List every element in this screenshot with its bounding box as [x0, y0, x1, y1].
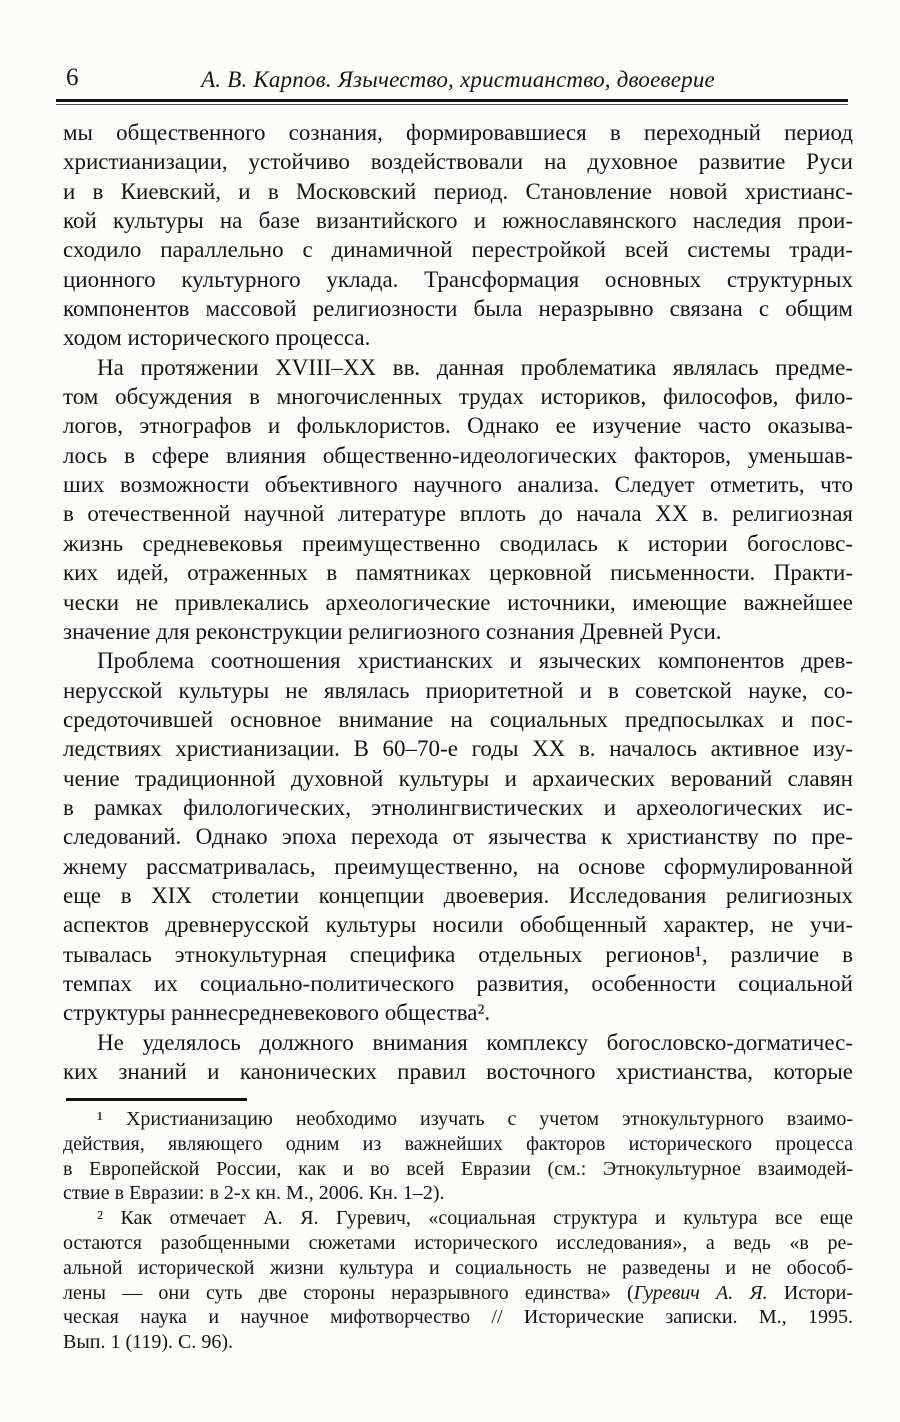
text-line: ческая наука и научное мифотворчество // Исторические записки. М., 1995.: [63, 1306, 853, 1329]
text-line: На протяжении XVIII–XX вв. данная проблематика являлась предме-: [97, 354, 853, 380]
text-line: кой культуры на базе византийского и южнославянского наследия прои-: [63, 208, 853, 234]
text-line: логов, этнографов и фольклористов. Однако ее изучение часто оказыва-: [63, 413, 853, 439]
text-line: чение традиционной духовной культуры и архаических верований славян: [63, 765, 853, 791]
text-line: ходом исторического процесса.: [63, 325, 371, 351]
text-line: лены — они суть две стороны неразрывного единства» (Гуревич А. Я. Истори-: [63, 1281, 853, 1304]
text-line: христианизации, устойчиво воздействовали на духовное развитие Руси: [63, 149, 853, 175]
footnotes: [63, 1107, 853, 1355]
text-line: лось в сфере влияния общественно-идеологических факторов, уменьшав-: [63, 442, 853, 468]
body-text: [63, 118, 853, 1086]
text-line: в рамках филологических, этнолингвистических и археологических ис-: [63, 794, 853, 820]
paragraph-continuation: [63, 118, 853, 353]
text-line: ких идей, отраженных в памятниках церковной письменности. Практи-: [63, 560, 853, 586]
header-rule: [56, 99, 848, 105]
text-line: средоточившей основное внимание на социальных предпосылках и пос-: [63, 706, 853, 732]
text-line: структуры раннесредневекового общества².: [63, 1000, 491, 1026]
text-line: том обсуждения в многочисленных трудах историков, философов, фило-: [63, 384, 853, 410]
text-line: еще в XIX столетии концепции двоеверия. Исследования религиозных: [63, 882, 853, 908]
text-line: компонентов массовой религиозности была неразрывно связана с общим: [63, 296, 853, 322]
text-line: ционного культурного уклада. Трансформация основных структурных: [63, 266, 853, 292]
text-line: сходило параллельно с динамичной перестройкой всей системы тради-: [63, 237, 853, 263]
text-line: Вып. 1 (119). С. 96).: [63, 1331, 234, 1354]
text-line: и в Киевский, и в Московский период. Становление новой христианс-: [63, 178, 853, 204]
text-line: тывалась этнокультурная специфика отдельных регионов¹, различие в: [63, 941, 853, 967]
text-line: ² Как отмечает А. Я. Гуревич, «социальная структура и культура все еще: [97, 1207, 853, 1230]
text-line: Не уделялось должного внимания комплексу богословско-догматичес-: [97, 1029, 853, 1055]
text-line: значение для реконструкции религиозного сознания Древней Руси.: [63, 618, 722, 644]
text-line: в Европейской России, как и во всей Евразии (см.: Этнокультурное взаимодей-: [63, 1157, 853, 1180]
page-number: 6: [66, 64, 79, 91]
text-line: ¹ Христианизацию необходимо изучать с учетом этнокультурного взаимо-: [97, 1108, 853, 1130]
text-line: ких знаний и канонических правил восточного христианства, которые: [63, 1059, 853, 1084]
footnote-1: [63, 1107, 853, 1206]
paragraph-soviet-science: [63, 646, 853, 1027]
text-line: следований. Однако эпоха перехода от язычества к христианству по пре-: [63, 824, 853, 850]
text-line: в отечественной научной литературе вплоть до начала XX в. религиозная: [63, 501, 853, 527]
text-line: альной исторической жизни культура и социальность не разведены и не обособ-: [63, 1256, 853, 1279]
footnote-separator: [66, 1098, 247, 1101]
text-line: жнему рассматривалась, преимущественно, на основе сформулированной: [63, 853, 853, 879]
text-line: действия, являющего одним из важнейших факторов исторического процесса: [63, 1132, 853, 1155]
text-line: ствие в Евразии: в 2-х кн. М., 2006. Кн. 1–2).: [63, 1182, 445, 1205]
text-line: чески не привлекались археологические источники, имеющие важнейшее: [63, 589, 853, 615]
text-line: ших возможности объективного научного анализа. Следует отметить, что: [63, 472, 853, 498]
running-head: А. В. Карпов. Язычество, христианство, двоеверие: [201, 67, 715, 92]
text-line: ледствиях христианизации. В 60–70-е годы XX в. началось активное изу-: [63, 736, 853, 762]
paragraph-theology: [63, 1028, 853, 1087]
text-line: аспектов древнерусской культуры носили обобщенный характер, не учи-: [63, 912, 853, 938]
text-line: остаются разобщенными сюжетами исторического исследования», а ведь «в ре-: [63, 1231, 853, 1254]
text-line: нерусской культуры не являлась приоритетной и в советской науке, со-: [63, 677, 853, 703]
text-line: мы общественного сознания, формировавшиеся в переходный период: [63, 120, 853, 145]
text-line: Проблема соотношения христианских и языческих компонентов древ-: [97, 648, 853, 674]
text-line: жизнь средневековья преимущественно сводилась к истории богословс-: [63, 530, 853, 556]
paragraph-historiography: [63, 353, 853, 646]
footnote-2: [63, 1206, 853, 1355]
text-line: темпах их социально-политического развития, особенности социальной: [63, 970, 853, 996]
